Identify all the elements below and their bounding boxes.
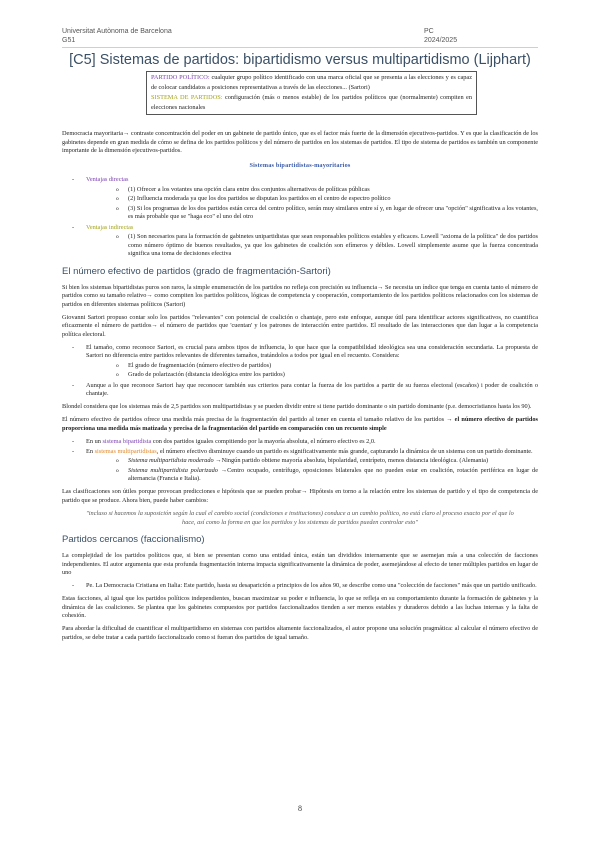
sub-list — [86, 186, 538, 222]
list-item: o Grado de polarización (distancia ideológica entre los partidos) — [86, 371, 538, 380]
definition-term: PARTIDO POLÍTICO: — [151, 74, 210, 81]
document-body — [62, 130, 538, 647]
system-types-list — [62, 438, 538, 484]
list-item: o El grado de fragmentación (número efectivo de partidos) — [86, 362, 538, 371]
header-university: Universitat Autònoma de Barcelona — [62, 28, 172, 35]
list-item: - En un sistema bipartidista con dos partidos iguales compitiendo por la mayoría absoluta, el número efectivo es 2,0. — [62, 438, 538, 447]
list-item: - En sistemas multipartidistas, el número efectivo disminuye cuando un partido es significativamente más grande, capturando la dinámica de un sistema con un partido dominante. o Sistema multipartidista moderado →Ningún partido obtiene mayoría absoluta, bipolaridad, centrípeto, menos distancia ideológica. (Alemania) o Sistema multipartidista polarizado →Centro ocupado, centrífugo, oposiciones bilaterales que no pueden estar en coalición, rotación periférica en lugar de alternancia (Francia e Italia). — [62, 448, 538, 484]
paragraph: Estas facciones, al igual que los partidos políticos independientes, buscan maximizar su poder e influencia, lo que se refleja en su comportamiento durante la formación de gabinetes y la dinámica de las coaliciones. Se plantea que los gabinetes compuestos por partidos faccionalizados tienden a ser menos estables y duraderos debido a las luchas internas y la falta de cohesión. — [62, 595, 538, 619]
section-heading-numero-efectivo: El número efectivo de partidos (grado de fragmentación-Sartori) — [62, 265, 331, 277]
definitions-box — [146, 71, 477, 115]
term-bipartidista: sistema bipartidista — [102, 437, 152, 445]
ventajas-indirectas-label: Ventajas indirectas — [86, 223, 134, 231]
header-left — [62, 27, 172, 45]
list-item: o Sistema multipartidista moderado →Ningún partido obtiene mayoría absoluta, bipolaridad, centrípeto, menos distancia ideológica. (Alemania) — [86, 457, 538, 466]
header-subject: PC — [424, 28, 434, 35]
header-year: 2024/2025 — [424, 37, 458, 44]
list-item: o Sistema multipartidista polarizado →Centro ocupado, centrífugo, oposiciones bilaterales que no pueden estar en coalición, rotación periférica en lugar de alternancia (Francia e Italia). — [86, 467, 538, 484]
example-list — [62, 582, 538, 591]
intro-paragraph: Democracia mayoritaria→ contraste concentración del poder en un gabinete de partido único, que es el factor más fuerte de la dimensión ejecutivos-partidos. Y es que la clasificación de los gabinetes depende en gran medida de cómo se defina de los partidos políticos y del número de partidos en los sistemas de partidos. El tipo de sistema de partidos es también un componente importante de la dimensión ejecutivos-partidos. — [62, 130, 538, 154]
paragraph: La complejidad de los partidos políticos que, si bien se presentan como una entidad única, están tan divididos internamente que se asemejan más a una colección de facciones independientes. El autor argumenta que esta profunda fragmentación interna impacta significativamente la dinámica de poder, asemejándose al efecto de tener múltiples partidos en lugar de uno — [62, 552, 538, 576]
list-item: o (3) Si los programas de los dos partidos están cerca del centro político, serán muy similares entre sí y, en lugar de ofrecer una "opción" significativa a los votantes, es más probable que se "haga eco" el uno del otro — [86, 205, 538, 222]
block-quote: "incluso si hacemos la suposición según la cual el cambio social (condiciones e instituciones) conduce a un cambio político, no está claro el proceso exacto por el que lo hace, así como la forma en que los partidos y los sistemas de partidos pueden controlar esto" — [86, 510, 514, 526]
paragraph: Para abordar la dificultad de cuantificar el multipartidismo en sistemas con partidos altamente faccionalizados, el autor propone una solución pragmática: al calcular el número efectivo de partidos, se debe tratar a cada partido faccionalizado como si fueran dos partidos de igual tamaño. — [62, 625, 538, 641]
list-item: - Aunque a lo que reconoce Sartori hay que reconocer también sus criterios para contar la fuerza de los partidos a partir de su fuerza electoral (escaños) i poder de coalición o chantaje. — [62, 382, 538, 399]
term-multipartidista: sistemas multipartidistas — [94, 447, 157, 455]
ventajas-list — [62, 176, 538, 259]
section-heading-faccionalismo: Partidos cercanos (faccionalismo) — [62, 534, 205, 545]
definition-term: SISTEMA DE PARTIDOS: — [151, 94, 223, 101]
page-number: 8 — [298, 804, 302, 813]
ventajas-directas-label: Ventajas directas — [86, 176, 129, 183]
sub-list — [86, 362, 538, 380]
sub-list — [86, 457, 538, 484]
page-title: [C5] Sistemas de partidos: bipartidismo versus multipartidismo (Lijphart) — [69, 52, 531, 68]
paragraph: Si bien los sistemas bipartidistas puros son raros, la simple enumeración de los partidos no refleja con precisión su influencia→ Se necesita un índice que tenga en cuenta tanto el número de partidos como su tamaño relativo→ como compiten los partidos políticos, lógicas de competencia y cooperación, comportamiento de los partidos políticos relacionados con los sistemas de partidos en diferentes sistemas políticos (Sartori) — [62, 283, 538, 308]
paragraph: Blondel considera que los sistemas más de 2,5 partidos son multipartidistas y se pueden dividir entre si tiene partido dominante o sin partido dominante (p.e. democristianos hasta los 90). — [62, 403, 532, 410]
header-divider — [62, 47, 538, 48]
definition-partido — [151, 73, 472, 93]
list-item: o (1) Son necesarios para la formación de gabinetes unipartidistas que sean responsables políticos estables y eficaces. Lowell "axioma de la política" de dos partidos como número óptimo de buenos resultados, ya que los gabinetes de coalición son efímeros y débiles. Lowell simplemente asume que la fuerza concentrada significa una toma de decisiones efectiva — [86, 233, 538, 259]
emphasis-text: el número efectivo de partidos proporciona una medida más matizada y precisa de la fragmentación del partido en comparación con un recuento simple — [62, 416, 538, 432]
definition-sistema — [151, 93, 472, 113]
header-code: G51 — [62, 37, 76, 44]
list-item: o (1) Ofrecer a los votantes una opción clara entre dos conjuntos alternativos de políticas públicas — [86, 186, 538, 195]
paragraph: Giovanni Sartori propuso contar solo los partidos "relevantes" con potencial de coalición o chantaje, pero este enfoque, aunque útil para identificar actores significativos, no cuantifica eficazmente el número de partidos→ el número de partidos que 'cuentan' y los patrones de interacción entre partidos. El resultado de las interacciones que dan lugar a la competencia política electoral. — [62, 313, 538, 338]
list-item: - Pe. La Democracia Cristiana en Italia: Este partido, hasta su desaparición a principios de los años 90, se describe como una "colección de facciones" más que un partido unificado. — [62, 582, 538, 591]
section-subheading: Sistemas bipartidistas-mayoritarios — [249, 161, 351, 169]
definition-text: configuración (más o menos estable) de los partidos políticos que (normalmente) compiten en elecciones nacionales — [151, 94, 473, 111]
list-item — [62, 176, 538, 222]
header-right — [424, 27, 457, 45]
paragraph: Las clasificaciones son útiles porque provocan predicciones e hipótesis que se pueden probar→ Hipótesis en torno a la relación entre los sistemas de partido y el tipo de competencia de partido que se produce. Ahora bien, puede haber cambios: — [62, 488, 538, 504]
paragraph: El número efectivo de partidos ofrece una medida más precisa de la fragmentación del partido al tener en cuenta el tamaño relativo de los partidos → el número efectivo de partidos proporciona una medida más matizada y precisa de la fragmentación del partido en comparación con un recuento simple — [62, 416, 538, 432]
list-item: - El tamaño, como reconoce Sartori, es crucial para ambos tipos de influencia, lo que hace que la compatibilidad ideológica sea una consideración secundaria. La propuesta de Sartori no diferencia entre partidos relevantes de diferentes tamaños, tratándolos a todos por igual en el recuento. Considera: o El grado de fragmentación (número efectivo de partidos) o Grado de polarización (distancia ideológica entre los partidos) — [62, 344, 538, 380]
sub-list — [86, 233, 538, 259]
definition-text: cualquier grupo político identificado con una marca oficial que se presenta a las elecciones y es capaz de colocar candidatos a posiciones representativas a través de las elecciones... (Sartori) — [151, 74, 472, 91]
sartori-list — [62, 344, 538, 399]
list-item: o (2) Influencia moderada ya que los dos partidos se disputan los partidos en el centro de espectro político — [86, 195, 538, 204]
list-item — [62, 224, 538, 259]
